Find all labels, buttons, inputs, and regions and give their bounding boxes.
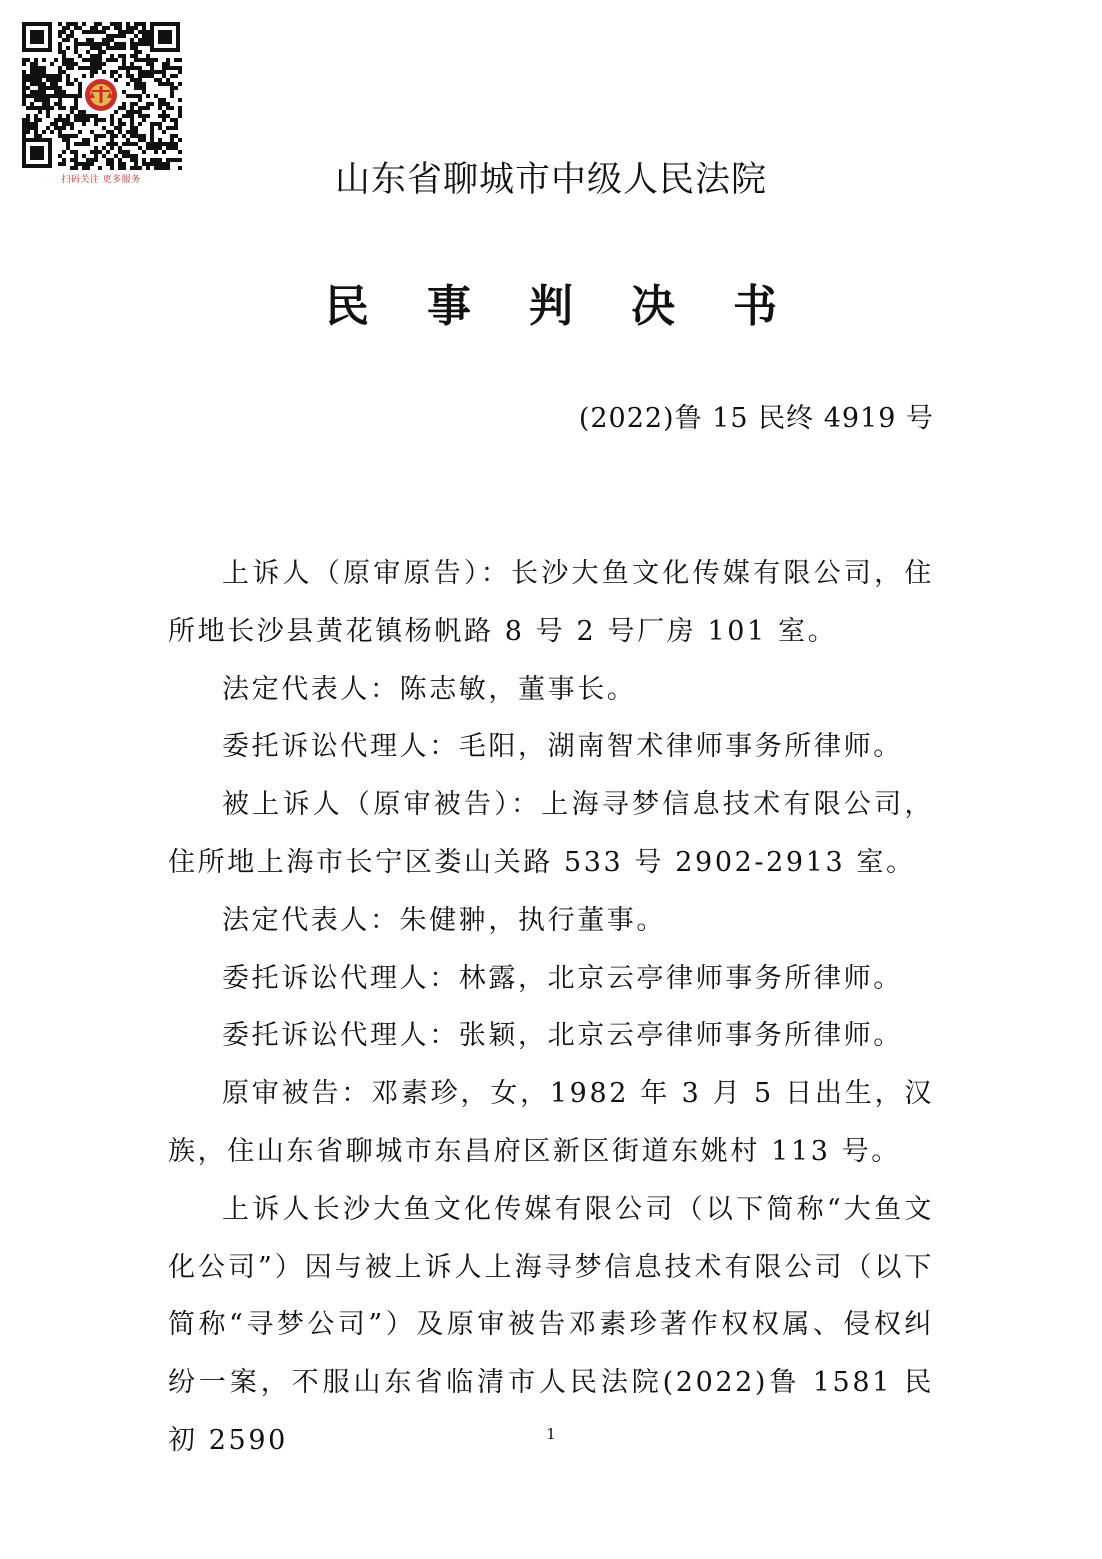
qr-caption: 扫码关注 更多服务 <box>61 175 141 185</box>
paragraph-original-defendant: 原审被告：邓素珍，女，1982 年 3 月 5 日出生，汉族，住山东省聊城市东昌府区新区街道东姚村 113 号。 <box>168 1078 934 1167</box>
paragraph-appellant-agent: 委托诉讼代理人：毛阳，湖南智术律师事务所律师。 <box>222 731 903 763</box>
court-emblem-icon <box>82 76 120 114</box>
case-number: (2022)鲁 15 民终 4919 号 <box>578 403 934 434</box>
court-name: 山东省聊城市中级人民法院 <box>334 160 767 200</box>
judgment-body <box>168 545 934 1470</box>
paragraph-appellee: 被上诉人（原审被告）：上海寻梦信息技术有限公司，住所地上海市长宁区娄山关路 533 号 2902-2913 室。 <box>168 789 934 878</box>
paragraph-appellee-agent-2: 委托诉讼代理人：张颖，北京云亭律师事务所律师。 <box>222 1020 903 1052</box>
paragraph-appellee-legal-rep: 法定代表人：朱健翀，执行董事。 <box>222 904 666 936</box>
paragraph-appellant: 上诉人（原审原告）：长沙大鱼文化传媒有限公司，住所地长沙县黄花镇杨帆路 8 号 2 号厂房 101 室。 <box>168 558 934 647</box>
page-number: 1 <box>546 1425 556 1443</box>
paragraph-case-summary: 上诉人长沙大鱼文化传媒有限公司（以下简称“大鱼文化公司”）因与被上诉人上海寻梦信息技术有限公司（以下简称“寻梦公司”）及原审被告邓素珍著作权权属、侵权纠纷一案，不服山东省临清市人民法院(2022)鲁 1581 民初 2590 <box>168 1193 934 1456</box>
paragraph-appellee-agent-1: 委托诉讼代理人：林露，北京云亭律师事务所律师。 <box>222 962 903 994</box>
qr-code <box>20 20 182 170</box>
paragraph-appellant-legal-rep: 法定代表人：陈志敏，董事长。 <box>222 673 637 705</box>
document-title: 民事判决书 <box>325 281 835 332</box>
